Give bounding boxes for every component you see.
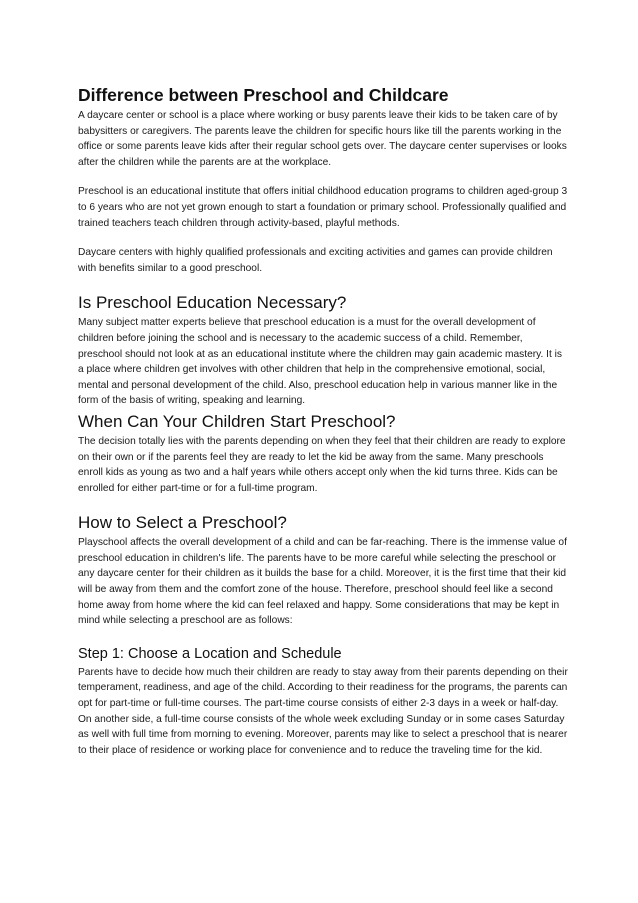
- section-heading-step-1: Step 1: Choose a Location and Schedule: [78, 645, 342, 662]
- document-title: Difference between Preschool and Childcare: [78, 85, 449, 105]
- section-body-necessary: Many subject matter experts believe that preschool education is a must for the overall development of children before joining the school and is necessary to the academic success of a child. Remember, preschool should not look at as an educational institute where the children may gain academic mastery. It is a place where children get involves with other children that help in the comprehensive emotional, social, mental and personal development of the child. Also, preschool education help in various manner like in the form of the basis of writing, speaking and learning.: [78, 317, 562, 407]
- section-body-step-1: Parents have to decide how much their children are ready to stay away from their parents depending on their temperament, readiness, and age of the child. According to their readiness for the programs, the parents can opt for part-time or full-time courses. The part-time course consists of either 2-3 days in a week or half-day. On another side, a full-time course consists of the whole week excluding Sunday or in some cases Saturday as well with full time from morning to evening. Moreover, parents may like to select a preschool that is nearer to their place of residence or working place for convenience and to reduce the traveling time for the kid.: [78, 666, 568, 756]
- document-page: [78, 84, 568, 758]
- section-body-when-start: The decision totally lies with the parents depending on when they feel that their children are ready to explore on their own or if the parents feel they are ready to let the kid be away from the same. Many preschools enroll kids as young as two and a half years while others accept only when the kid turns three. Kids can be enrolled for either part-time or for a full-time program.: [78, 435, 566, 494]
- section-heading-necessary: Is Preschool Education Necessary?: [78, 293, 347, 313]
- intro-paragraph-daycare: A daycare center or school is a place where working or busy parents leave their kids to be taken care of by babysitters or caregivers. The parents leave the children for specific hours like till the parents working in the office or some parents leave kids after their regular school gets over. The daycare center supervises or looks after the children while the parents are at the workplace.: [78, 110, 567, 168]
- section-body-how-select: Playschool affects the overall development of a child and can be far-reaching. There is the immense value of preschool education in children's life. The parents have to be more careful while selecting the preschool or any daycare center for their children as it builds the base for a child. Moreover, it is the first time that their kid will be away from them and the comfort zone of the house. Therefore, preschool should feel like a second home away from home where the kid can feel relaxed and happy. Some considerations that may be kept in mind while selecting a preschool are as follows:: [78, 537, 567, 627]
- intro-paragraph-daycare-centers: Daycare centers with highly qualified professionals and exciting activities and games can provide children with benefits similar to a good preschool.: [78, 247, 553, 274]
- section-heading-how-select: How to Select a Preschool?: [78, 513, 287, 533]
- intro-paragraph-preschool: Preschool is an educational institute that offers initial childhood education programs to children aged-group 3 to 6 years who are not yet grown enough to start a foundation or primary school. Professionally qualified and trained teachers teach children through activity-based, playful methods.: [78, 186, 568, 229]
- section-heading-when-start: When Can Your Children Start Preschool?: [78, 411, 396, 431]
